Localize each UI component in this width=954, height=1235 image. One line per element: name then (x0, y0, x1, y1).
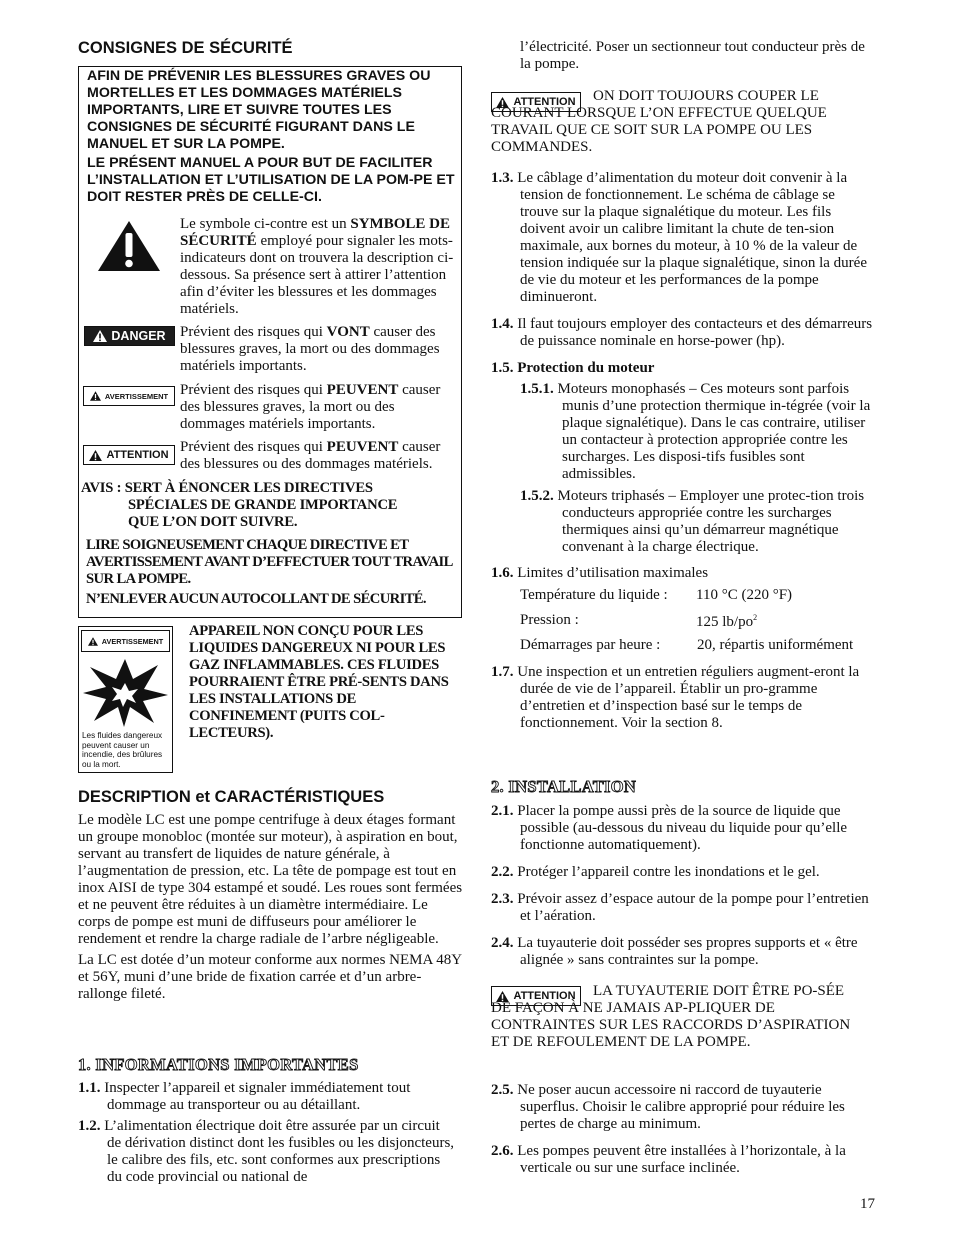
attention-label: ATTENTION (106, 449, 169, 461)
explosion-icon (80, 655, 171, 729)
item-1-5-num: 1.5. (491, 360, 514, 376)
attention-description (180, 439, 456, 473)
limits-table (520, 587, 854, 655)
description-title (78, 788, 384, 807)
danger-description (180, 324, 456, 375)
page-number: 17 (860, 1196, 875, 1212)
item-2-2-text: Protéger l’appareil contre les inondations et le gel. (517, 864, 820, 880)
item-1-3-text: Le câblage d’alimentation du moteur doit convenir à la tension de fonctionnement. Le schéma de câblage se trouve sur la plaque signalétique du moteur. Les fils doivent avoir un calibre limitant la chute de ten-sion maximale, aux bornes du moteur, à 10 % de la valeur de tension indiquée sur la plaque signalétique, sinon la durée de vie du moteur et les performances de la pompe diminueront. (517, 170, 867, 305)
attention-piping-text: LA TUYAUTERIE DOIT ÊTRE PO-SÉE DE FAÇON À NE JAMAIS AP-PLIQUER DE CONTRAINTES SUR LES RACCORDS D’ASPIRATION ET DE REFOULEMENT DE LA POMPE. (491, 983, 851, 1050)
limit-value: 125 lb/po (696, 614, 754, 630)
item-1-6-text: Limites d’utilisation maximales (517, 565, 709, 581)
item-1-6-num: 1.6. (491, 565, 514, 581)
item-1-1-num: 1.1. (78, 1080, 101, 1096)
avertissement-description (180, 382, 456, 433)
avis-block (81, 480, 459, 531)
warning-triangle-icon (89, 450, 102, 461)
item-1-5-2-num: 1.5.2. (520, 488, 554, 504)
item-1-4-text: Il faut toujours employer des contacteurs et des démarreurs de puissance nominale en horse-power (hp). (517, 316, 873, 349)
limit-label: Démarrages par heure : (520, 637, 661, 653)
installation-title: 2. INSTALLATION (491, 777, 637, 796)
item-1-5-1 (520, 381, 875, 483)
att-text-b: PEUVENT (326, 439, 399, 455)
warning-triangle-icon (93, 330, 107, 342)
warning-triangle-icon (90, 391, 101, 401)
item-2-2-num: 2.2. (491, 864, 514, 880)
safety-intro-para2: LE PRÉSENT MANUEL A POUR BUT DE FACILITER L’INSTALLATION ET L’UTILISATION DE LA POM-PE ET DOIT RESTER PRÈS DE CELLE-CI. (87, 155, 455, 205)
limits-row (520, 636, 854, 655)
item-2-2 (491, 864, 875, 881)
avert-text-a: Prévient des risques qui (180, 382, 327, 398)
item-2-6 (491, 1143, 875, 1177)
hazard-avertissement-badge (81, 630, 170, 652)
important-info-title: 1. INFORMATIONS IMPORTANTES (78, 1055, 359, 1074)
attention-power-text: ON DOIT TOUJOURS COUPER LE COURANT LORSQUE L’ON EFFECTUE QUELQUE TRAVAIL QUE CE SOIT SUR LA POMPE OU LES COMMANDES. (491, 88, 827, 155)
item-1-5-text: Protection du moteur (517, 360, 655, 376)
item-2-3 (491, 891, 875, 925)
symbol-text-b: SYMBOLE DE SÉCURITÉ (180, 216, 450, 249)
item-1-3-num: 1.3. (491, 170, 514, 186)
item-1-5-1-text: Moteurs monophasés – Ces moteurs sont parfois munis d’une protection thermique in-tégrée (voir la plaque signalétique). Dans le cas contraire, utiliser un contacteur à protection appropriée contre les surcharges. Les disposi-tifs fusibles sont admissibles. (557, 381, 871, 482)
item-1-7-num: 1.7. (491, 664, 514, 680)
limit-value: 110 °C (220 °F) (696, 587, 793, 603)
item-2-5 (491, 1082, 875, 1133)
safety-intro (87, 68, 457, 206)
item-2-6-num: 2.6. (491, 1143, 514, 1159)
item-1-7 (491, 664, 875, 732)
symbol-description (180, 216, 456, 318)
att-text-c: causer des blessures ou des dommages matériels. (180, 439, 441, 472)
limit-value: 20, répartis uniformément (697, 637, 854, 653)
item-2-4 (491, 935, 875, 969)
symbol-text-c: employé pour signaler les mots-indicateurs dont on trouvera la description ci-dessous. Sa présence sert à attirer l’attention afin d’éviter les blessures et les dommages matériels. (180, 233, 454, 317)
item-1-5-2-text: Moteurs triphasés – Employer une protec-tion trois conducteurs appropriée contre les surcharges thermiques ainsi qu’un démarreur magnétique convenant à la charge électrique. (557, 488, 865, 555)
item-1-4-num: 1.4. (491, 316, 514, 332)
description-body (78, 812, 464, 1003)
sticker-warning-text: N’ENLEVER AUCUN AUTOCOLLANT DE SÉCURITÉ. (86, 591, 426, 607)
description-para1: Le modèle LC est une pompe centrifuge à deux étages formant un groupe monobloc (montée sur moteur), à aspiration en bout, servant au transfert de liquides de nature générale, à l’augmentation de pression, etc. La tête de pompage est tout en inox AISI de type 304 estampé et soudé. Les roues sont fermées et ne peuvent être réduites à un diamètre intermédiaire. Le corps de pompe est muni de diffuseurs pour améliorer le rendement et rendre la charge radiale de l’arbre négligeable. (78, 812, 463, 947)
desc-title-c: CARACTÉRISTIQUES (210, 788, 385, 806)
danger-badge (84, 326, 175, 346)
safety-intro-para1: AFIN DE PRÉVENIR LES BLESSURES GRAVES OU MORTELLES ET LES DOMMAGES MATÉRIELS IMPORTANTS, LIRE ET SUIVRE TOUTES LES CONSIGNES DE SÉCURITÉ FIGURANT DANS LE MANUEL ET SUR LA POMPE. (87, 68, 431, 152)
desc-title-a: DESCRIPTION (78, 788, 196, 806)
avertissement-badge (83, 386, 175, 406)
hazard-caption: Les fluides dangereux peuvent causer un incendie, des brûlures ou la mort. (82, 731, 163, 769)
avis-line-2: SPÉCIALES DE GRANDE IMPORTANCE (128, 497, 398, 513)
description-para2: La LC est dotée d’un moteur conforme aux normes NEMA 48Y et 56Y, muni d’une bride de fixation carrée et d’un arbre-rallonge fileté. (78, 952, 462, 1002)
avis-line-1: AVIS : SERT À ÉNONCER LES DIRECTIVES (81, 480, 373, 496)
attention-badge (83, 445, 175, 465)
item-2-4-text: La tuyauterie doit posséder ses propres supports et « être alignée » sans contraintes sur la pompe. (517, 935, 858, 968)
important-info-list-cont (491, 170, 875, 732)
avis-line-3: QUE L’ON DOIT SUIVRE. (128, 514, 298, 530)
item-1-5-1-num: 1.5.1. (520, 381, 554, 397)
item-1-3 (491, 170, 875, 306)
symbol-text-a: Le symbole ci-contre est un (180, 216, 351, 232)
installation-list-cont (491, 1082, 875, 1177)
attention-label-power: ATTENTION (513, 96, 576, 108)
item-1-1-text: Inspecter l’appareil et signaler immédiatement tout dommage au transporteur ou au détaillant. (104, 1080, 411, 1113)
danger-text-c: causer des blessures graves, la mort ou des dommages matériels importants. (180, 324, 440, 374)
limits-row (520, 609, 854, 636)
item-2-3-num: 2.3. (491, 891, 514, 907)
item-1-2-text: L’alimentation électrique doit être assurée par un circuit de dérivation distinct dont les fusibles ou les disjoncteurs, le calibre des fils, etc. sont conformes aux prescriptions du code provincial ou national de (104, 1118, 455, 1185)
item-1-7-text: Une inspection et un entretien réguliers augment-eront la durée de vie de l’appareil. Établir un pro-gramme d’entretien et d’inspection basé sur le temps de fonctionnement. Voir la section 8. (517, 664, 860, 731)
limit-label: Température du liquide : (520, 587, 668, 603)
item-2-3-text: Prévoir assez d’espace autour de la pompe pour l’entretien et l’aération. (517, 891, 869, 924)
read-instructions (86, 537, 456, 608)
avertissement-label: AVERTISSEMENT (104, 391, 169, 401)
item-1-5 (491, 360, 875, 377)
item-1-1 (78, 1080, 456, 1114)
item-2-6-text: Les pompes peuvent être installées à l’horizontale, à la verticale ou sur une surface inclinée. (517, 1143, 846, 1176)
danger-label: DANGER (111, 329, 166, 343)
item-2-1 (491, 803, 875, 854)
item-1-6 (491, 565, 875, 582)
desc-title-b: et (195, 788, 211, 806)
item-1-4 (491, 316, 875, 350)
limits-row (520, 587, 854, 609)
important-info-list (78, 1080, 456, 1186)
avert-text-c: causer des blessures graves, la mort ou des dommages matériels importants. (180, 382, 441, 432)
limit-label: Pression : (520, 611, 579, 628)
safety-alert-icon (96, 219, 162, 273)
hazard-pictogram-box (78, 626, 173, 773)
item-2-1-num: 2.1. (491, 803, 514, 819)
warning-triangle-icon (88, 637, 98, 646)
item-1-2-continued: l’électricité. Poser un sectionneur tout conducteur près de la pompe. (520, 39, 865, 72)
avert-text-b: PEUVENT (326, 382, 399, 398)
att-text-a: Prévient des risques qui (180, 439, 327, 455)
installation-list (491, 803, 875, 969)
hazard-avertissement-label: AVERTISSEMENT (101, 636, 164, 646)
item-2-5-num: 2.5. (491, 1082, 514, 1098)
item-2-5-text: Ne poser aucun accessoire ni raccord de tuyauterie superflus. Choisir le calibre approprié pour réduire les pertes de charge au minimum. (517, 1082, 845, 1132)
safety-title: CONSIGNES DE SÉCURITÉ (78, 39, 293, 57)
danger-text-a: Prévient des risques qui (180, 324, 327, 340)
item-2-1-text: Placer la pompe aussi près de la source de liquide que possible (au-dessous du niveau du liquide pour qu’elle fonctionne automatiquement). (517, 803, 848, 853)
danger-text-b: VONT (326, 324, 370, 340)
limit-superscript: 2 (753, 613, 758, 622)
hazard-warning-text: APPAREIL NON CONÇU POUR LES LIQUIDES DANGEREUX NI POUR LES GAZ INFLAMMABLES. CES FLUIDES POURRAIENT ÊTRE PRÉ-SENTS DANS LES INSTALLATIONS DE CONFINEMENT (PUITS COL-LECTEURS). (189, 623, 449, 741)
read-instructions-text: LIRE SOIGNEUSEMENT CHAQUE DIRECTIVE ET AVERTISSEMENT AVANT D’EFFECTUER TOUT TRAVAIL SUR LA POMPE. (86, 537, 452, 587)
item-2-4-num: 2.4. (491, 935, 514, 951)
item-1-5-2 (520, 488, 875, 556)
attention-label-piping: ATTENTION (513, 990, 576, 1002)
item-1-2 (78, 1118, 456, 1186)
item-1-2-num: 1.2. (78, 1118, 101, 1134)
